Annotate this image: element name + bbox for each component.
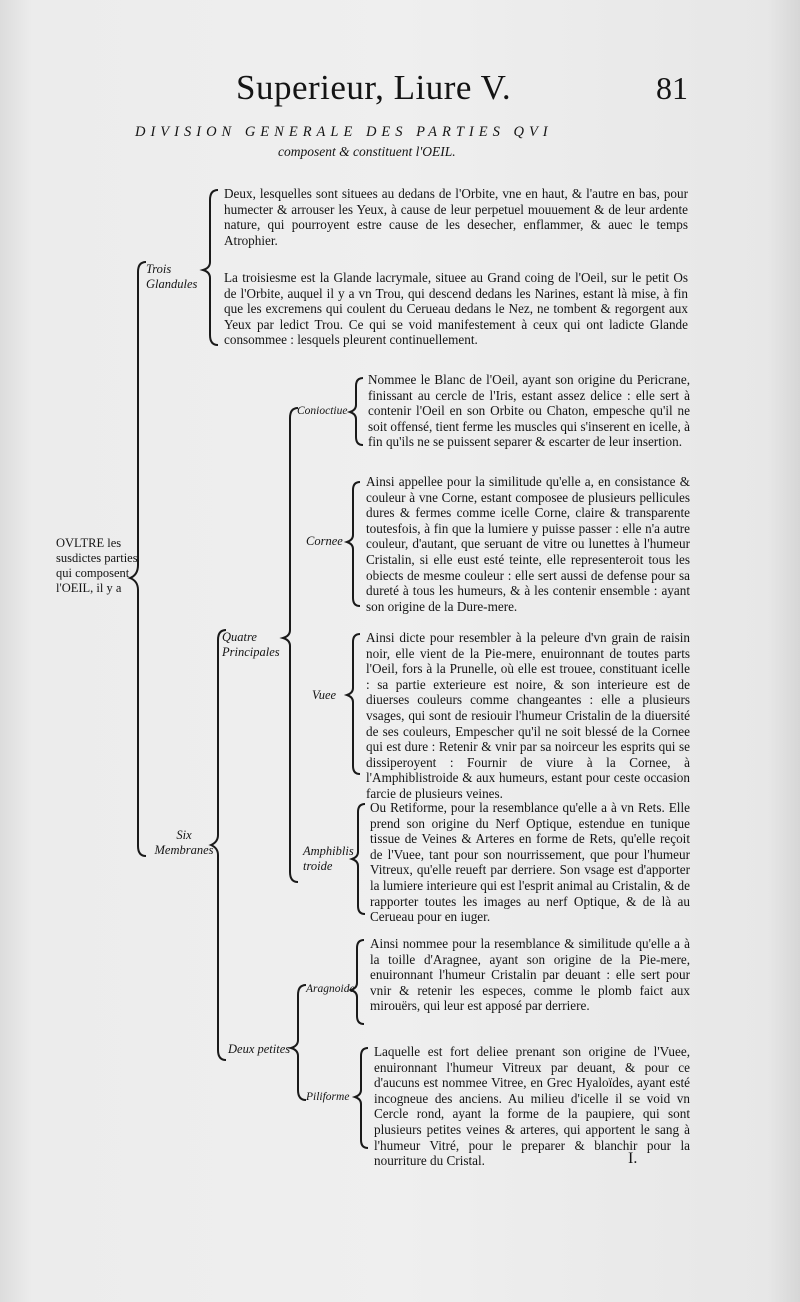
glandes-text-1: Deux, lesquelles sont situees au dedans de l'Orbite, vne en haut, & l'autre en bas, pour humecter & arrouser les Yeux, à cause de leur perpetuel mouuement & de leur ardente nature, qui pourroyent estre cause de les desecher, enflammer, & auec le temps Atrophier. [224, 186, 688, 248]
membrane-label-vuee: Vuee [312, 688, 337, 702]
petites-label: Deux petites [228, 1042, 291, 1056]
membrane-text-vuee: Ainsi dicte pour resembler à la peleure d'vn grain de raisin noir, elle vient de la Pie-mere, enuironnant de toutes parts l'Oeil, fors à la Prunelle, où elle est trouee, constituant icelle : sa partie exterieure est noire, & son interieure est de diuerses couleurs comme changeantes : elle a plusieurs vsages, qui sont de resiouir l'humeur Cristalin de la diuersité de ses couleurs, Empescher qu'il ne soit blessé de la Cornee qui est dure : Retenir & vnir par sa noirceur les esprits qui se dissiperoyent : Fournir de viure à la Cornee, à l'Amphiblistroide & aux humeurs, estant pour ceste occasion farcie de plusieurs veines. [366, 630, 690, 801]
membrane-label-piliforme: Piliforme [306, 1091, 350, 1103]
signature-mark: I. [628, 1150, 638, 1167]
division-title: DIVISION GENERALE DES PARTIES QVI [135, 124, 553, 140]
glandes-label: Trois Glandules [146, 262, 198, 291]
membrane-text-piliforme: Laquelle est fort deliee prenant son origine de l'Vuee, enuironnant l'humeur Vitreux par deuant, & pour ce d'aucuns est nommee Vitree, en Grec Hyaloïdes, ayant esté incogneue des anciens. Au milieu d'icelle il se void vn Cercle rond, ayant la forme de la paupiere, qui sont plusieurs petites veines & arteres, qui apportent le sang à l'humeur Vitré, pour le preparer & blanchir pour la nourriture du Cristal. [374, 1044, 690, 1169]
membranes-label: Six Membranes [154, 828, 214, 857]
membrane-label-cornee: Cornee [306, 534, 343, 548]
membrane-label-conioctiue: Conioctiue [297, 405, 348, 417]
membrane-label-amphiblistroide: Amphiblistroide [303, 844, 354, 873]
division-subtitle: composent & constituent l'OEIL. [278, 144, 456, 159]
glandes-text-2: La troisiesme est la Glande lacrymale, situee au Grand coing de l'Oeil, sur le petit Os de l'Orbite, auquel il y a vn Trou, qui descend dedans les Narines, estant là mise, à fin que les excremens qui coulent du Cerueau dedans le Nez, ne tombent & regorgent aux Yeux par ledict Trou. Ce qui se void manifestement à ceux qui ont ladicte Glande consommee : lesquels pleurent continuellement. [224, 270, 688, 348]
page-number: 81 [656, 70, 688, 106]
principales-label: Quatre Principales [222, 630, 280, 659]
membrane-text-cornee: Ainsi appellee pour la similitude qu'elle a, en consistance & couleur à vne Corne, estant composee de plusieurs pellicules dures & fermes comme icelle Corne, claire & transparente toutesfois, à fin que la lumiere y puisse passer : elle n'a autre couleur, d'autant, que seruant de vitre ou lunettes à l'humeur Cristalin, si elle eust esté teinte, elle representeroit tous les obiects de mesme couleur : elle sert aussi de defense pour sa dureté à tous les humeurs, & à les contenir ensemble : ayant son origine de la Dure-mere. [366, 474, 690, 614]
membrane-text-aragnoide: Ainsi nommee pour la resemblance & similitude qu'elle a à la toille d'Aragnee, ayant son origine de la Pie-mere, enuironnant l'humeur Cristalin par deuant : elle sert pour vnir & retenir les especes, comme le plomb faict aux mirouërs, qui leur est apposé par derriere. [370, 936, 690, 1014]
membrane-label-aragnoide: Aragnoide [306, 983, 355, 995]
membrane-text-amphiblistroide: Ou Retiforme, pour la resemblance qu'elle a à vn Rets. Elle prend son origine du Nerf Optique, estendue en tunique tissue de Veines & Arteres en forme de Rets, qu'elle reçoit de l'Vuee, tant pour son nourrissement, que pour l'humeur Vitreux, qu'elle reueft par derriere. Son vsage est d'apporter la lumiere interieure qui est l'esprit animal au Cristalin, & de rapporter toutes les images au nerf Optique, & de là au Cerueau pour en iuger. [370, 800, 690, 925]
root-label: OVLTRE les susdictes parties qui composent l'OEIL, il y a [56, 536, 138, 595]
membrane-text-conioctiue: Nommee le Blanc de l'Oeil, ayant son origine du Pericrane, finissant au cercle de l'Iris, estant assez delice : elle sert à contenir l'Oeil en son Orbite ou Chaton, empesche qu'il ne soit offensé, tient ferme les muscles qui s'inserent en icelle, à fin qu'ils ne se puissent separer & escarter de leur insertion. [368, 372, 690, 450]
running-head: Superieur, Liure V. [236, 68, 512, 107]
